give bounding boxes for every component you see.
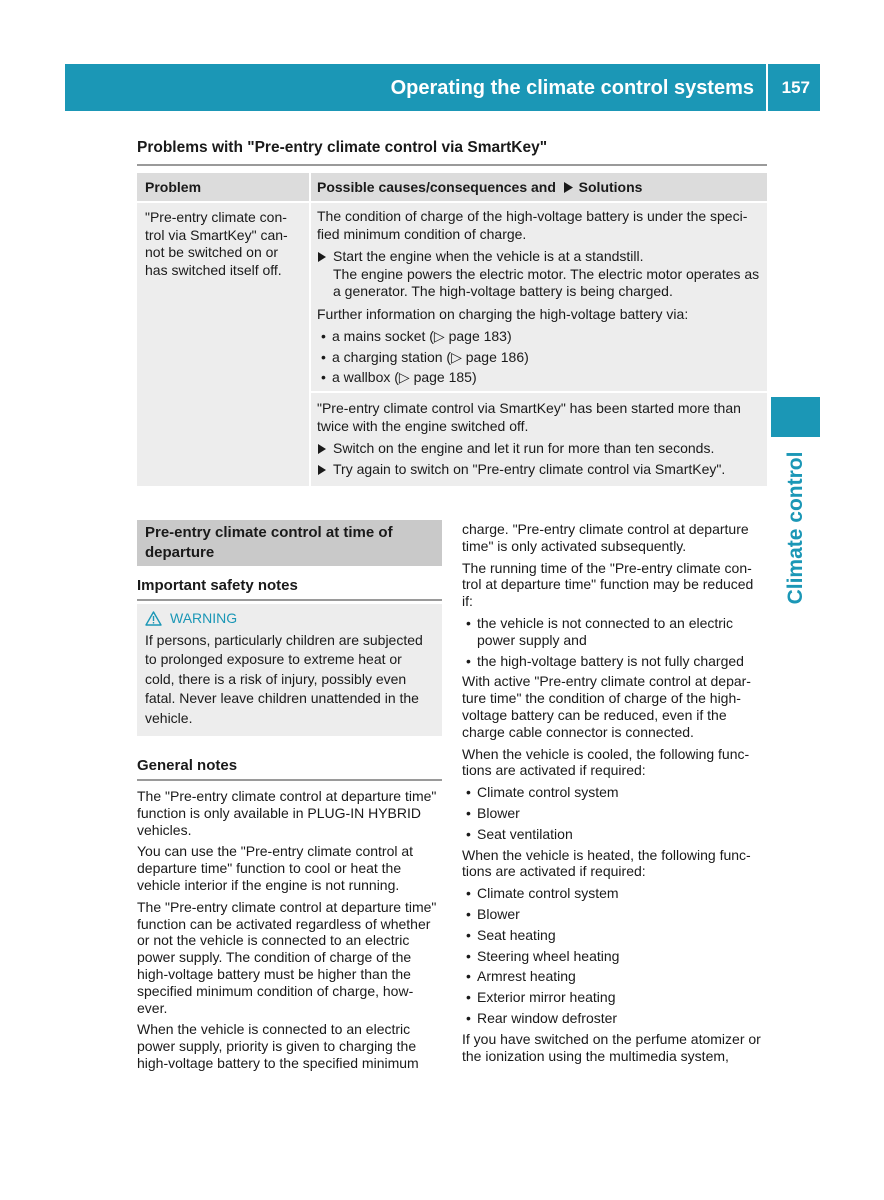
chapter-tab-marker	[771, 397, 820, 437]
list-item: • Seat ventilation	[462, 826, 768, 843]
paragraph: When the vehicle is cooled, the following func-tions are activated if required:	[462, 745, 750, 779]
paragraph: charge. "Pre-entry climate control at departure time" is only activated subsequently.	[462, 521, 749, 554]
chapter-label: Climate control	[784, 451, 807, 605]
list-item: • a mains socket (▷ page 183)	[317, 328, 761, 346]
problem-text: "Pre-entry climate con-trol via SmartKey" can-not be switched on or has switched itself off.	[145, 209, 288, 278]
safety-notes-heading: Important safety notes	[137, 577, 442, 601]
paragraph: With active "Pre-entry climate control at depar-ture time" the condition of charge of the high-voltage battery can be reduced, even if the charge cable connector is connected.	[462, 673, 751, 740]
paragraph: The running time of the "Pre-entry climate con-trol at departure time" function may be reduced if:	[462, 559, 754, 610]
warning-text: If persons, particularly children are subjected to prolonged exposure to extreme heat or cold, there is a risk of injury, possibly even fatal. Never leave children unattended in the vehicle.	[145, 631, 423, 726]
list-item: • Climate control system	[462, 885, 768, 902]
table-header-causes-label: Possible causes/consequences and	[317, 179, 556, 195]
table-header-problem	[137, 173, 309, 201]
paragraph: The "Pre-entry climate control at departure time" function can be activated regardless of whether or not the vehicle is connected to an electric power supply. The condition of charge of the high-voltage battery must be higher than the specified minimum condition of charge, how-ever.	[137, 898, 437, 1016]
right-column-text	[462, 521, 768, 1069]
list-item: • Exterior mirror heating	[462, 989, 768, 1006]
table-cell-problem	[137, 203, 309, 486]
table-header-causes	[311, 173, 767, 201]
left-column-text	[137, 788, 443, 1077]
paragraph: When the vehicle is heated, the following func-tions are activated if required:	[462, 846, 751, 880]
general-notes-heading: General notes	[137, 757, 442, 781]
table-header-problem-label: Problem	[145, 179, 202, 195]
cause-1-text: The condition of charge of the high-voltage battery is under the speci-fied minimum condition of charge.	[317, 208, 748, 242]
list-item: • Rear window defroster	[462, 1010, 768, 1027]
cause-2-text: "Pre-entry climate control via SmartKey" has been started more than twice with the engine switched off.	[317, 400, 741, 434]
paragraph: The "Pre-entry climate control at departure time" function is only available in PLUG-IN HYBRID vehicles.	[137, 788, 437, 838]
table-header-solutions-label: Solutions	[578, 179, 643, 195]
list-item: • Armrest heating	[462, 968, 768, 985]
list-item: • a charging station (▷ page 186)	[317, 349, 761, 367]
paragraph: If you have switched on the perfume atomizer or the ionization using the multimedia system,	[462, 1030, 761, 1064]
problems-section-title: Problems with "Pre-entry climate control via SmartKey"	[137, 139, 767, 166]
list-item: • the high-voltage battery is not fully charged	[462, 653, 768, 670]
list-item: • a wallbox (▷ page 185)	[317, 369, 761, 387]
warning-box	[137, 604, 442, 736]
table-cell-cause-1	[311, 203, 767, 391]
cause-1-step	[317, 248, 761, 301]
paragraph: You can use the "Pre-entry climate control at departure time" function to cool or heat the vehicle interior if the engine is not running.	[137, 843, 414, 893]
departure-section-heading: Pre-entry climate control at time of departure	[137, 520, 442, 566]
list-item: • Climate control system	[462, 784, 768, 801]
cause-2-step: Switch on the engine and let it run for more than ten seconds.	[317, 440, 761, 458]
header-divider	[766, 64, 768, 111]
table-cell-cause-2	[311, 393, 767, 486]
list-item: • Blower	[462, 805, 768, 822]
page-number: 157	[781, 78, 810, 97]
list-item: • the vehicle is not connected to an electric power supply and	[462, 615, 768, 649]
cause-2-step: Try again to switch on "Pre-entry climate control via SmartKey".	[317, 461, 761, 479]
cause-1-step-detail: The engine powers the electric motor. The electric motor operates as a generator. The high-voltage battery is being charged.	[333, 265, 760, 299]
header-title: Operating the climate control systems	[390, 77, 754, 99]
cause-1-step-text: Start the engine when the vehicle is at a standstill.	[333, 248, 644, 264]
list-item: • Steering wheel heating	[462, 948, 768, 965]
warning-label: WARNING	[170, 610, 238, 626]
arrow-right-icon	[563, 182, 573, 193]
paragraph: When the vehicle is connected to an electric power supply, priority is given to charging the high-voltage battery to the specified minimum	[137, 1021, 419, 1071]
warning-triangle-icon	[145, 611, 162, 626]
warning-header	[145, 609, 434, 629]
list-item: • Blower	[462, 906, 768, 923]
cause-1-further-info: Further information on charging the high-voltage battery via:	[317, 305, 689, 322]
page-header	[65, 64, 820, 111]
list-item: • Seat heating	[462, 927, 768, 944]
